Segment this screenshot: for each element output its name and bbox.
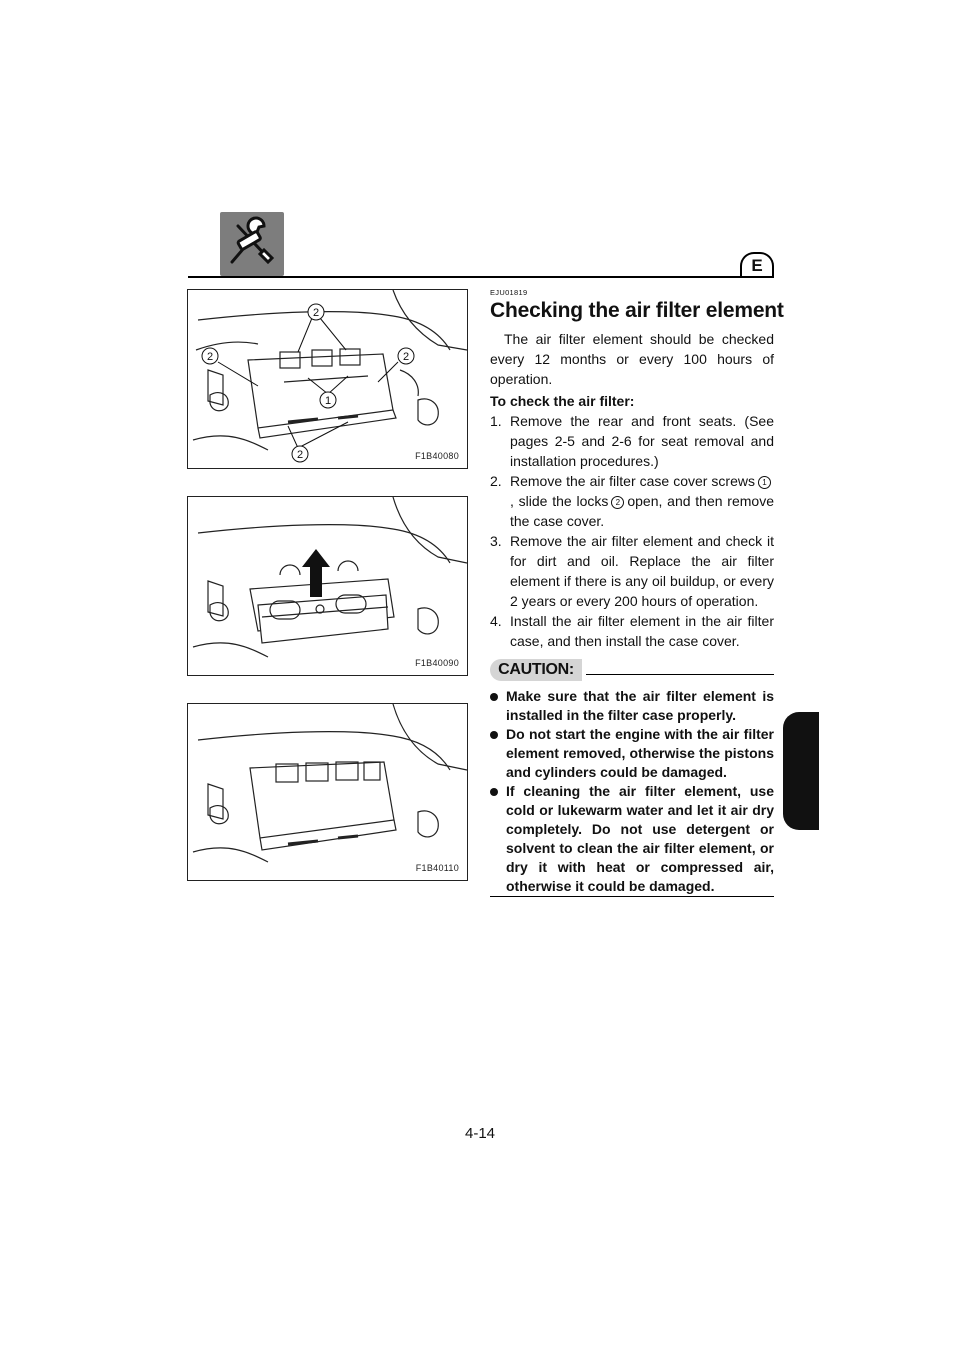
caution-list [490,687,774,896]
step-item: 1. Remove the rear and front seats. (See pages 2-5 and 2-6 for seat removal and installation procedures.) [490,413,774,469]
step-item: 2. Remove the air filter case cover screws 1, slide the locks 2 open, and then remove the case cover. [490,473,774,529]
procedure-steps [490,411,774,651]
caution-item: Do not start the engine with the air filter element removed, otherwise the pistons and cylinders could be damaged. [490,725,774,782]
header-rule [188,276,774,278]
callout-2-left: 2 [206,351,214,363]
intro-paragraph: The air filter element should be checked every 12 months or every 100 hours of operation. [490,331,774,387]
step-item: 4. Install the air filter element in the air filter case, and then install the case cover. [490,613,774,649]
section-ref-code: EJU01819 [490,288,528,297]
section-title: Checking the air filter element [490,299,784,322]
callout-1: 1 [324,395,332,407]
callout-ref-2: 2 [611,496,624,509]
figure-code: F1B40090 [415,658,459,668]
callout-ref-1: 1 [758,476,771,489]
caution-item: Make sure that the air filter element is installed in the filter case properly. [490,687,774,725]
step-item: 3. Remove the air filter element and check it for dirt and oil. Replace the air filter element if there is any oil buildup, or every 2 years or every 200 hours of operation. [490,533,774,609]
figure-code: F1B40080 [415,451,459,461]
caution-end-rule [490,896,774,897]
figure-code: F1B40110 [415,863,459,873]
chapter-tab [783,712,819,830]
figure-remove-filter-element [187,496,468,676]
maintenance-tools-icon [220,212,284,276]
language-badge: E [740,252,774,276]
callout-2-bottom: 2 [296,449,304,461]
figure-install-case-cover [187,703,468,881]
bullet-icon [490,788,498,796]
figure-air-filter-case-callouts [187,289,468,469]
caution-header [490,659,774,683]
caution-label: CAUTION: [490,659,582,681]
callout-2-top: 2 [312,307,320,319]
bullet-icon [490,693,498,701]
procedure-heading: To check the air filter: [490,393,635,409]
section-air-filter [490,288,784,896]
caution-item: If cleaning the air filter element, use cold or lukewarm water and let it air dry completely. Do not use detergent or solvent to clean the air filter element, or dry it with heat or compressed air, otherwise it could be damaged. [490,782,774,896]
up-arrow-icon [302,549,330,597]
bullet-icon [490,731,498,739]
page-number: 4-14 [464,1125,496,1142]
callout-2-right: 2 [402,351,410,363]
